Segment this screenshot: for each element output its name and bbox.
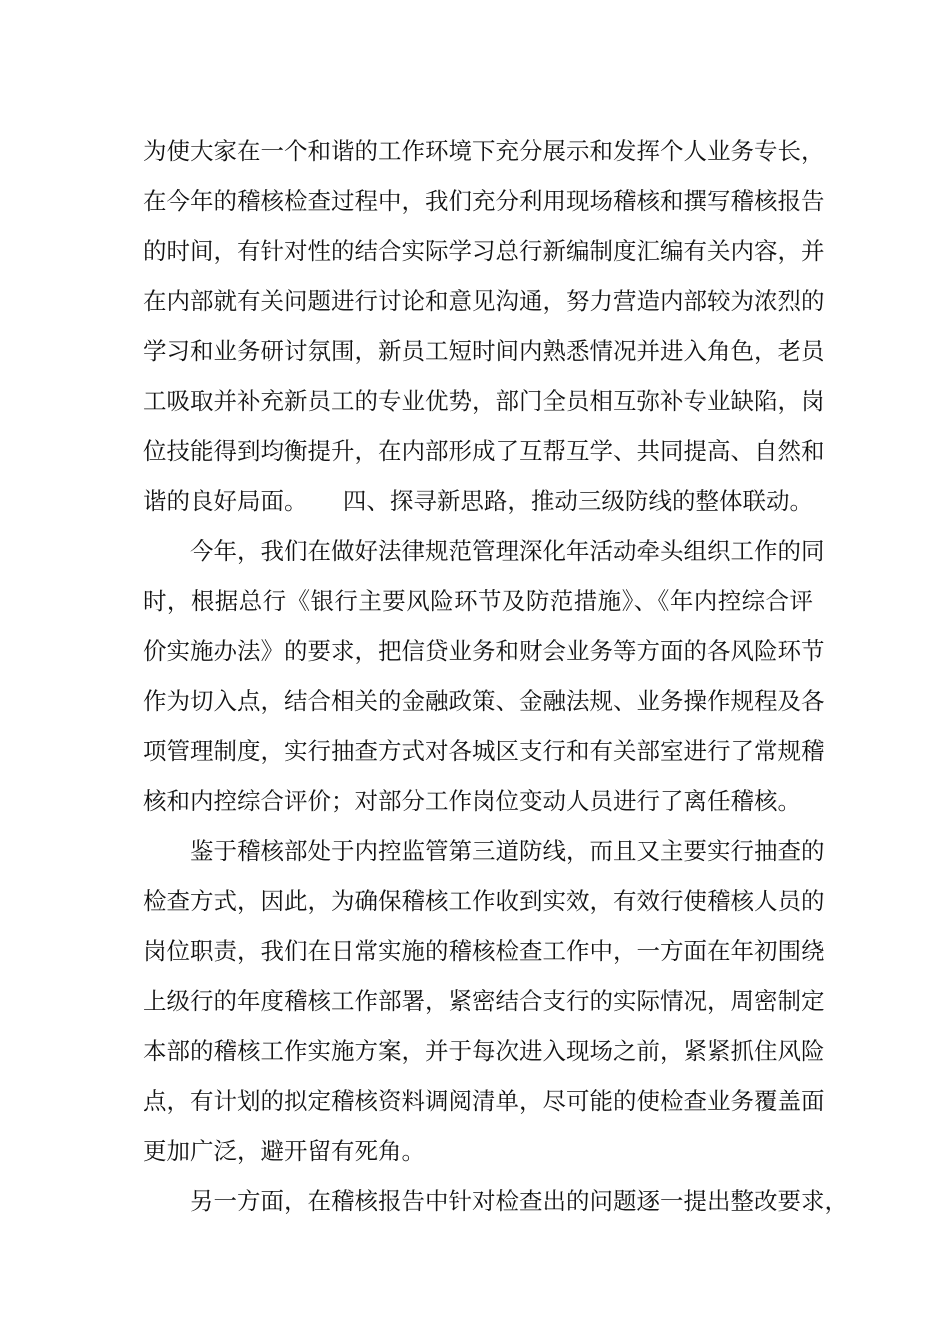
text-line: 谐的良好局面。 四、探寻新思路，推动三级防线的整体联动。 (143, 487, 813, 515)
text-line: 时，根据总行《银行主要风险环节及防范措施》、《年内控综合评 (143, 587, 813, 615)
text-line: 检查方式，因此，为确保稽核工作收到实效，有效行使稽核人员的 (143, 887, 825, 915)
text-line: 在今年的稽核检查过程中，我们充分利用现场稽核和撰写稽核报告 (143, 187, 825, 215)
text-line: 项管理制度，实行抽查方式对各城区支行和有关部室进行了常规稽 (143, 737, 825, 765)
text-line: 作为切入点，结合相关的金融政策、金融法规、业务操作规程及各 (143, 687, 825, 715)
text-line: 的时间，有针对性的结合实际学习总行新编制度汇编有关内容，并 (143, 237, 825, 265)
text-line: 工吸取并补充新员工的专业优势，部门全员相互弥补专业缺陷，岗 (143, 387, 825, 415)
text-line: 学习和业务研讨氛围，新员工短时间内熟悉情况并进入角色，老员 (143, 337, 825, 365)
text-line: 点，有计划的拟定稽核资料调阅清单，尽可能的使检查业务覆盖面 (143, 1087, 825, 1115)
paragraph-first-line: 鉴于稽核部处于内控监管第三道防线，而且又主要实行抽查的 (190, 837, 825, 865)
text-line: 价实施办法》的要求，把信贷业务和财会业务等方面的各风险环节 (143, 637, 825, 665)
text-line: 为使大家在一个和谐的工作环境下充分展示和发挥个人业务专长， (143, 137, 825, 165)
text-line: 核和内控综合评价；对部分工作岗位变动人员进行了离任稽核。 (143, 787, 801, 815)
text-line: 岗位职责，我们在日常实施的稽核检查工作中，一方面在年初围绕 (143, 937, 825, 965)
text-line: 在内部就有关问题进行讨论和意见沟通，努力营造内部较为浓烈的 (143, 287, 825, 315)
text-line: 更加广泛，避开留有死角。 (143, 1137, 425, 1165)
text-line: 上级行的年度稽核工作部署，紧密结合支行的实际情况，周密制定 (143, 987, 825, 1015)
paragraph-first-line: 另一方面，在稽核报告中针对检查出的问题逐一提出整改要求， (190, 1187, 848, 1215)
text-line: 位技能得到均衡提升，在内部形成了互帮互学、共同提高、自然和 (143, 437, 825, 465)
paragraph-first-line: 今年，我们在做好法律规范管理深化年活动牵头组织工作的同 (190, 537, 825, 565)
text-line: 本部的稽核工作实施方案，并于每次进入现场之前，紧紧抓住风险 (143, 1037, 825, 1065)
